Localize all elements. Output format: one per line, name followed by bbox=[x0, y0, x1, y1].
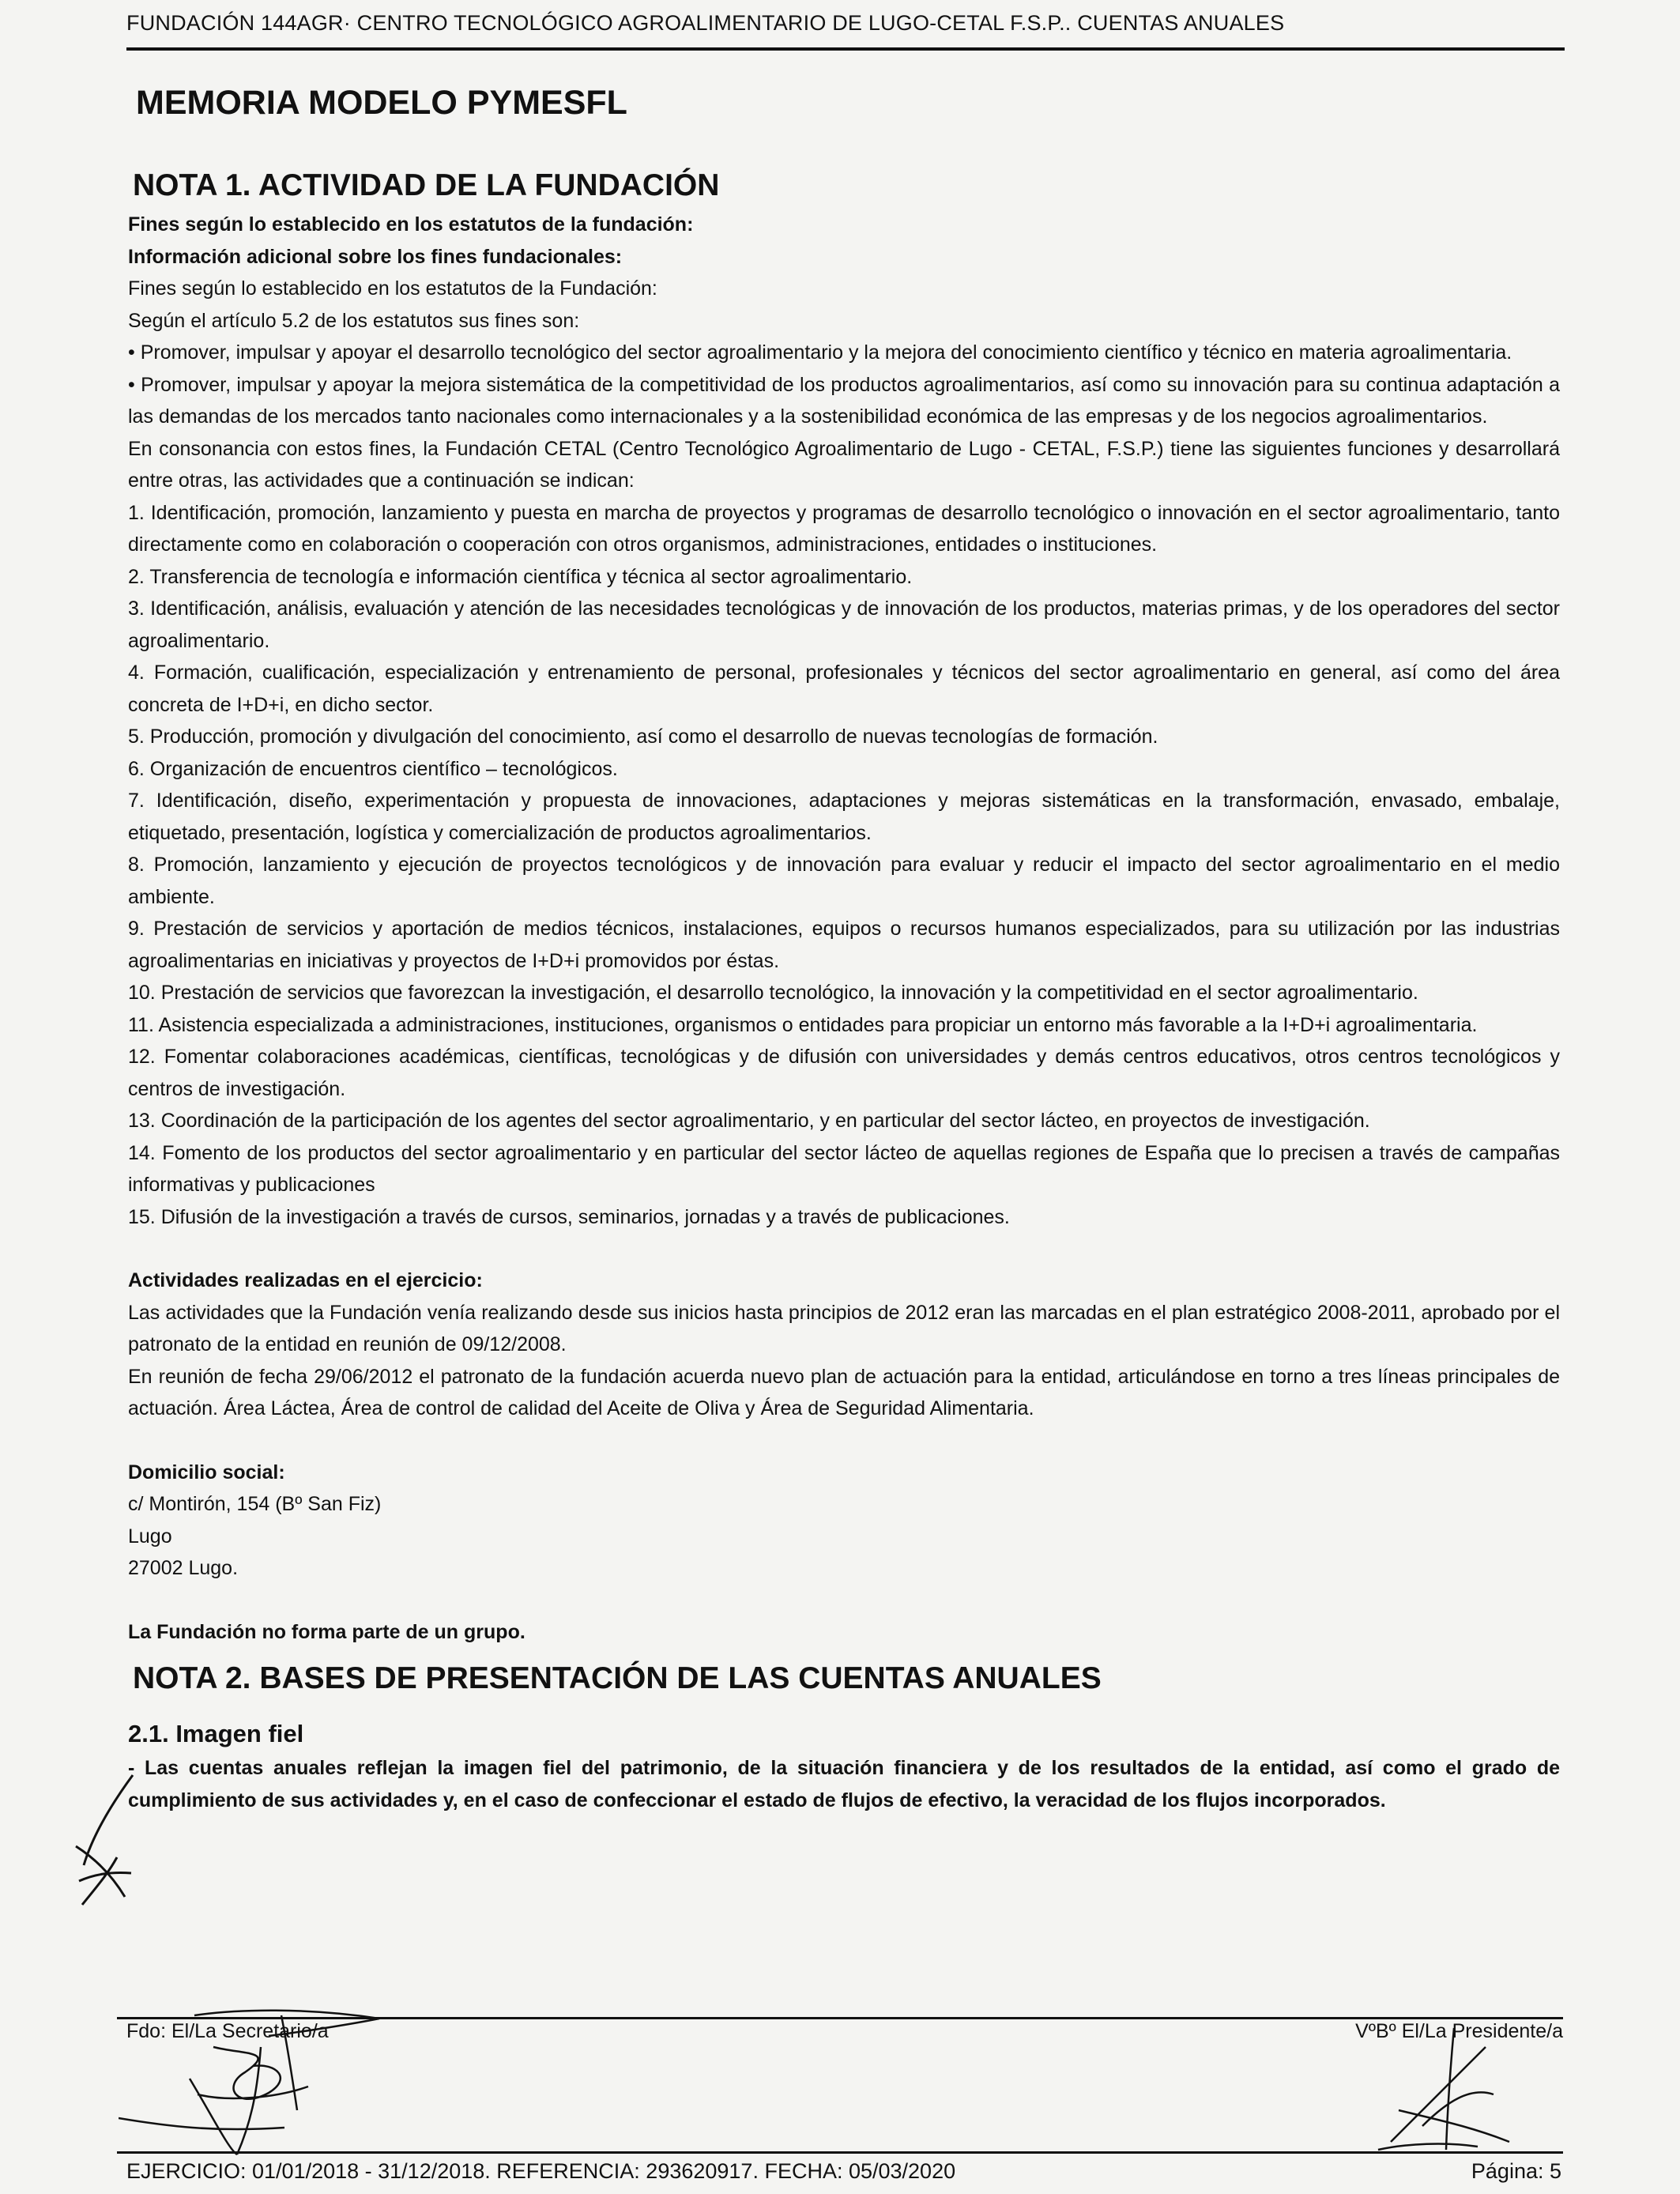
bullet-item: • Promover, impulsar y apoyar el desarrollo tecnológico del sector agroalimentario y la mejora del conocimiento científico y técnico en materia agroalimentaria. bbox=[128, 341, 1512, 364]
activity-item: 4. Formación, cualificación, especialización y entrenamiento de personal, profesionales y técnicos del sector agroalimentario en general, así como del área concreta de I+D+i, en dicho sector. bbox=[128, 662, 1560, 716]
running-header: FUNDACIÓN 144AGR· CENTRO TECNOLÓGICO AGROALIMENTARIO DE LUGO-CETAL F.S.P.. CUENTAS ANUALES bbox=[126, 11, 1285, 35]
activity-item: 7. Identificación, diseño, experimentación y propuesta de innovaciones, adaptaciones y mejoras sistemáticas en la transformación, envasado, embalaje, etiquetado, presentación, logística y comercialización de productos agroalimentarios. bbox=[128, 790, 1560, 844]
footer-exercise-reference: EJERCICIO: 01/01/2018 - 31/12/2018. REFERENCIA: 293620917. FECHA: 05/03/2020 bbox=[126, 2159, 956, 2183]
nota2-title: NOTA 2. BASES DE PRESENTACIÓN DE LAS CUENTAS ANUALES bbox=[133, 1661, 1102, 1695]
activity-item: 14. Fomento de los productos del sector agroalimentario y en particular del sector lácteo de aquellas regiones de España que lo precisen a través de campañas informativas y publicaciones bbox=[128, 1141, 1560, 1196]
activity-item: 11. Asistencia especializada a administraciones, instituciones, organismos o entidades para propiciar un entorno más favorable a la I+D+i agroalimentaria. bbox=[128, 1013, 1478, 1036]
activity-item: 13. Coordinación de la participación de los agentes del sector agroalimentario, y en particular del sector lácteo, en proyectos de investigación. bbox=[128, 1110, 1370, 1132]
secretary-signature-label: Fdo: El/La Secretario/a bbox=[126, 2020, 329, 2042]
actividades-label: Actividades realizadas en el ejercicio: bbox=[128, 1269, 483, 1291]
activity-item: 8. Promoción, lanzamiento y ejecución de proyectos tecnológicos y de innovación para evaluar y reducir el impacto del sector agroalimentario en el medio ambiente. bbox=[128, 854, 1560, 908]
actividades-paragraph-1: Las actividades que la Fundación venía realizando desde sus inicios hasta principios de 2012 eran las marcadas en el plan estratégico 2008-2011, aprobado por el patronato de la entidad en reunión de 09/12/2008. bbox=[128, 1301, 1560, 1355]
activity-item: 3. Identificación, análisis, evaluación y atención de las necesidades tecnológicas y de innovación de los productos, materias primas, y de los operadores del sector agroalimentario. bbox=[128, 598, 1560, 652]
spacer bbox=[128, 1233, 1560, 1265]
activity-item: 15. Difusión de la investigación a través de cursos, seminarios, jornadas y a través de publicaciones. bbox=[128, 1205, 1010, 1228]
section-2-1-title: 2.1. Imagen fiel bbox=[128, 1720, 304, 1747]
consonancia-paragraph: En consonancia con estos fines, la Fundación CETAL (Centro Tecnológico Agroalimentario de Lugo - CETAL, F.S.P.) tiene las siguientes funciones y desarrollará entre otras, las actividades que a continuación se indican: bbox=[128, 437, 1560, 492]
info-label: Información adicional sobre los fines fundacionales: bbox=[128, 245, 623, 268]
president-signature bbox=[1375, 2023, 1525, 2158]
header-rule bbox=[126, 47, 1565, 51]
activity-item: 5. Producción, promoción y divulgación del conocimiento, así como el desarrollo de nuevas tecnologías de formación. bbox=[128, 726, 1158, 748]
spacer bbox=[128, 1425, 1560, 1457]
activity-item: 6. Organización de encuentros científico – tecnológicos. bbox=[128, 757, 618, 780]
bullet-item: • Promover, impulsar y apoyar la mejora sistemática de la competitividad de los productos agroalimentarios, así como su innovación para su continua adaptación a las demandas de los mercados tanto nacionales como internacionales y a la sostenibilidad económica de las empresas y de los negocios agroalimentarios. bbox=[128, 373, 1560, 428]
margin-initial-mark bbox=[70, 1770, 141, 1913]
nota1-title: NOTA 1. ACTIVIDAD DE LA FUNDACIÓN bbox=[133, 168, 720, 202]
activity-item: 1. Identificación, promoción, lanzamiento y puesta en marcha de proyectos y programas de desarrollo tecnológico o innovación en el sector agroalimentario, tanto directamente como en colaboración o cooperación con otros organismos, administraciones, entidades o instituciones. bbox=[128, 501, 1560, 556]
document-body bbox=[128, 166, 1560, 1816]
document-title: MEMORIA MODELO PYMESFL bbox=[136, 84, 627, 122]
domicilio-line: 27002 Lugo. bbox=[128, 1557, 239, 1579]
activity-item: 9. Prestación de servicios y aportación de medios técnicos, instalaciones, equipos o recursos humanos especializados, para su utilización por las industrias agroalimentarias en iniciativas y proyectos de I+D+i promovidos por éstas. bbox=[128, 918, 1560, 972]
domicilio-line: Lugo bbox=[128, 1525, 172, 1547]
footer-rule bbox=[117, 2151, 1563, 2154]
secretary-signature bbox=[119, 2000, 419, 2158]
president-signature-label: VºBº El/La Presidente/a bbox=[1355, 2020, 1563, 2042]
articulo-text: Según el artículo 5.2 de los estatutos sus fines son: bbox=[128, 309, 580, 332]
activity-item: 12. Fomentar colaboraciones académicas, científicas, tecnológicas y de difusión con universidades y demás centros educativos, otros centros tecnológicos y centros de investigación. bbox=[128, 1046, 1560, 1100]
fines-intro: Fines según lo establecido en los estatutos de la Fundación: bbox=[128, 277, 657, 300]
domicilio-line: c/ Montirón, 154 (Bº San Fiz) bbox=[128, 1493, 382, 1515]
section-2-1-text: - Las cuentas anuales reflejan la imagen fiel del patrimonio, de la situación financiera y de los resultados de la entidad, así como el grado de cumplimiento de sus actividades y, en el caso de confeccionar el estado de flujos de efectivo, la veracidad de los flujos incorporados. bbox=[128, 1757, 1560, 1811]
fines-label: Fines según lo establecido en los estatutos de la fundación: bbox=[128, 213, 694, 236]
activity-item: 10. Prestación de servicios que favorezcan la investigación, el desarrollo tecnológico, la innovación y la competitividad en el sector agroalimentario. bbox=[128, 982, 1418, 1004]
domicilio-label: Domicilio social: bbox=[128, 1461, 285, 1483]
activity-item: 2. Transferencia de tecnología e información científica y técnica al sector agroalimentario. bbox=[128, 565, 913, 588]
page-number: Página: 5 bbox=[1471, 2159, 1561, 2183]
spacer bbox=[128, 1585, 1560, 1616]
grupo-statement: La Fundación no forma parte de un grupo. bbox=[128, 1620, 525, 1643]
actividades-paragraph-2: En reunión de fecha 29/06/2012 el patronato de la fundación acuerda nuevo plan de actuación para la entidad, articulándose en torno a tres líneas principales de actuación. Área Láctea, Área de control de calidad del Aceite de Oliva y Área de Seguridad Alimentaria. bbox=[128, 1365, 1560, 1419]
